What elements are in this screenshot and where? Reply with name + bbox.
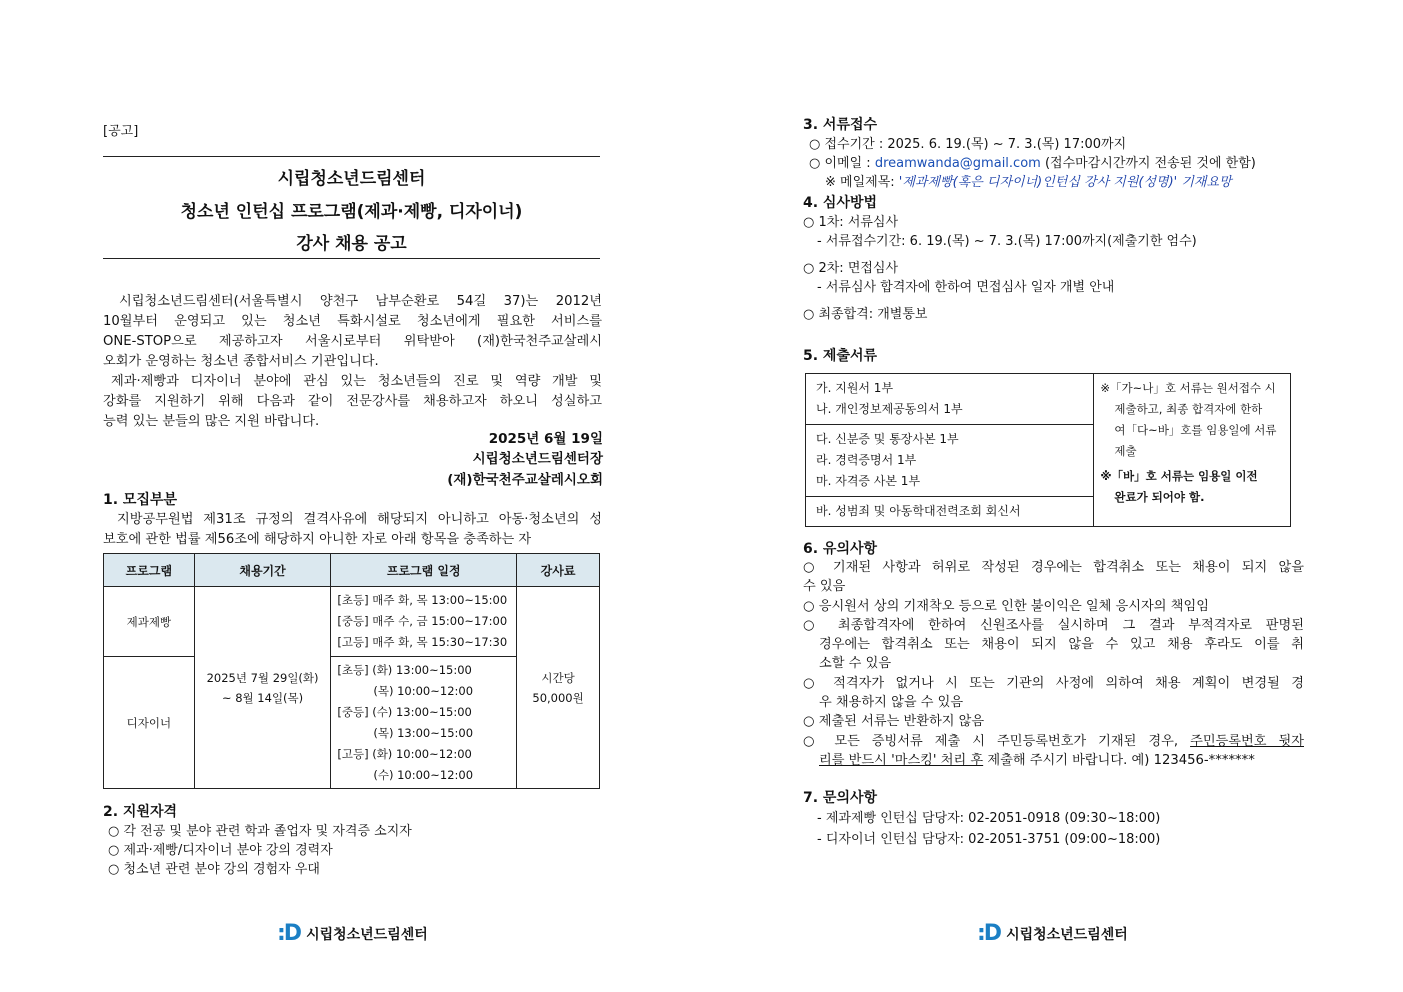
- note-line: ○ 기재된 사항과 허위로 작성된 경우에는 합격취소 또는 채용이 되지 않을: [803, 560, 1304, 575]
- program-name: 제과제빵: [104, 587, 195, 657]
- email-link[interactable]: dreamwanda@gmail.com: [874, 156, 1041, 171]
- divider: [103, 258, 600, 259]
- intro-line: 시립청소년드림센터(서울특별시 양천구 남부순환로 54길 37)는 2012년: [119, 294, 602, 309]
- title-program: 청소년 인턴십 프로그램(제과·제빵, 디자이너): [180, 202, 523, 222]
- table-header: 프로그램: [104, 554, 195, 587]
- schedule-line: [고등] 매주 화, 목 15:30~17:30: [337, 635, 508, 649]
- section-title: 1. 모집부분: [103, 492, 178, 508]
- intro-line: 오회가 운영하는 청소년 종합서비스 기관입니다.: [103, 354, 379, 369]
- review-detail: - 서류접수기간: 6. 19.(목) ~ 7. 3.(목) 17:00까지(제출기한 엄수): [817, 234, 1197, 249]
- note-line: [803, 751, 1304, 770]
- fee-unit: 시간당: [541, 670, 575, 685]
- contact-item: - 디자이너 인턴십 담당자: 02-2051-3751 (09:00~18:00): [817, 832, 1161, 847]
- schedule-line: [중등] (수) 13:00~15:00: [337, 704, 472, 719]
- mail-subject-label: ※ 메일제목:: [825, 175, 895, 190]
- note-line: 수 있음: [803, 579, 846, 595]
- table-header: 프로그램 일정: [331, 554, 517, 587]
- period-end: ~ 8월 14일(목): [221, 690, 304, 705]
- section-title: 3. 서류접수: [803, 117, 878, 133]
- note-line: ○ 최종합격자에 한하여 신원조사를 실시하며 그 결과 부적격자로 판명된: [803, 617, 1304, 633]
- section1-line: 보호에 관한 법률 제56조에 해당하지 아니한 자로 아래 항목을 충족하는 자: [103, 532, 532, 547]
- section-title: 2. 지원자격: [103, 804, 178, 820]
- note-line: 우 채용하지 않을 수 있음: [819, 695, 964, 711]
- note-text: 제출해 주시기 바랍니다. 예) 123456-*******: [983, 752, 1255, 768]
- documents-note: [1094, 374, 1291, 527]
- note-line: ○ 제출된 서류는 반환하지 않음: [803, 714, 985, 730]
- email-line: [809, 156, 1256, 172]
- intro-paragraph: [103, 292, 602, 432]
- section-title: 7. 문의사항: [803, 790, 878, 806]
- logo-icon: :D: [977, 921, 1001, 946]
- schedule-line: [고등] (화) 10:00~12:00: [337, 746, 472, 761]
- receipt-period: ○ 접수기간 : 2025. 6. 19.(목) ~ 7. 3.(목) 17:00까지: [809, 137, 1127, 152]
- note-line: 제출하고, 최종 합격자에 한하: [1114, 402, 1263, 416]
- schedule-cell: [331, 587, 517, 657]
- note-line: [803, 732, 1304, 751]
- document-item: 마. 자격증 사본 1부: [816, 474, 921, 488]
- note-underlined: 리를 반드시 '마스킹' 처리 후: [819, 752, 984, 768]
- left-page: [103, 0, 603, 992]
- review-step: ○ 1차: 서류심사: [803, 215, 899, 230]
- schedule-line: (목) 13:00~15:00: [373, 725, 474, 740]
- intro-line: 10월부터 운영되고 있는 청소년 특화시설로 청소년에게 필요한 서비스를: [103, 314, 602, 329]
- recruit-period: [194, 587, 331, 789]
- qualification-item: ○ 청소년 관련 분야 강의 경험자 우대: [108, 862, 320, 877]
- review-step: ○ 2차: 면접심사: [803, 261, 899, 276]
- document-item: 나. 개인정보제공동의서 1부: [816, 402, 963, 416]
- intro-line: 강화를 지원하기 위해 다음과 같이 전문강사를 채용하고자 하오니 성실하고: [103, 394, 602, 409]
- intro-line: ONE-STOP으로 제공하고자 서울시로부터 위탁받아 (재)한국천주교살레시: [103, 334, 602, 349]
- section1-line: 지방공무원법 제31조 규정의 결격사유에 해당되지 아니하고 아동·청소년의 성: [117, 512, 602, 527]
- notes-list: [803, 558, 1304, 770]
- note-line: 제출: [1114, 444, 1137, 458]
- table-row: [806, 374, 1291, 425]
- note-line: 경우에는 합격취소 또는 채용이 되지 않을 수 있고 채용 후라도 이를 취: [819, 637, 1304, 653]
- documents-cell: [806, 374, 1094, 425]
- review-detail: - 서류심사 합격자에 한하여 면접심사 일자 개별 안내: [817, 280, 1115, 295]
- documents-table: [805, 373, 1291, 527]
- documents-cell: [806, 425, 1094, 497]
- period-start: 2025년 7월 29일(화): [206, 670, 319, 685]
- logo-text: 시립청소년드림센터: [1006, 926, 1128, 943]
- notice-tag: [공고]: [103, 124, 139, 139]
- note-line: 여「다~바」호를 임용일에 서류: [1114, 423, 1277, 437]
- document-item: 가. 지원서 1부: [816, 381, 894, 395]
- table-header: 채용기간: [194, 554, 331, 587]
- signatory-director: 시립청소년드림센터장: [472, 451, 603, 467]
- schedule-line: (목) 10:00~12:00: [373, 683, 474, 698]
- title-recruit: 강사 채용 공고: [296, 234, 407, 254]
- mail-subject: '제과제빵(혹은 디자이너)인턴십 강사 지원(성명)' 기재요망: [898, 175, 1232, 190]
- note-line: ※「가~나」호 서류는 원서접수 시: [1100, 381, 1276, 395]
- right-page: [803, 0, 1308, 992]
- contact-item: - 제과제빵 인턴십 담당자: 02-2051-0918 (09:30~18:00): [817, 811, 1161, 826]
- document-item: 라. 경력증명서 1부: [816, 453, 917, 467]
- qualification-item: ○ 제과·제빵/디자이너 분야 강의 경력자: [108, 843, 333, 858]
- qualification-item: ○ 각 전공 및 분야 관련 학과 졸업자 및 자격증 소지자: [108, 824, 412, 839]
- fee-amount: 50,000원: [532, 690, 584, 705]
- schedule-cell: [331, 657, 517, 789]
- program-table: [103, 553, 600, 789]
- note-underlined: 주민등록번호 뒷자: [1190, 733, 1304, 749]
- section-title: 4. 심사방법: [803, 195, 878, 211]
- documents-cell: 바. 성범죄 및 아동학대전력조회 회신서: [806, 497, 1094, 527]
- schedule-line: [초등] (화) 13:00~15:00: [337, 662, 472, 677]
- note-line: 소할 수 있음: [819, 656, 892, 672]
- divider: [103, 156, 600, 157]
- schedule-line: (수) 10:00~12:00: [373, 767, 474, 782]
- review-step: ○ 최종합격: 개별통보: [803, 307, 928, 322]
- note-line: ○ 응시원서 상의 기재착오 등으로 인한 불이익은 일체 응시자의 책임임: [803, 598, 1209, 614]
- table-header-row: [104, 554, 600, 587]
- note-text: ○ 모든 증빙서류 제출 시 주민등록번호가 기재된 경우,: [803, 733, 1179, 749]
- email-note: (접수마감시간까지 전송된 것에 한함): [1044, 156, 1256, 171]
- note-line: ※「바」호 서류는 임용일 이전: [1100, 469, 1258, 483]
- footer-logo: [977, 921, 1128, 946]
- section-title: 5. 제출서류: [803, 348, 878, 364]
- program-name: 디자이너: [104, 657, 195, 789]
- note-line: 완료가 되어야 함.: [1114, 490, 1205, 504]
- note-line: ○ 적격자가 없거나 시 또는 기관의 사정에 의하여 채용 계획이 변경될 경: [803, 675, 1304, 691]
- intro-line: 능력 있는 분들의 많은 지원 바랍니다.: [103, 414, 320, 429]
- logo-icon: :D: [277, 921, 301, 946]
- schedule-line: [중등] 매주 수, 금 15:00~17:00: [337, 614, 508, 628]
- intro-line: 제과·제빵과 디자이너 분야에 관심 있는 청소년들의 진로 및 역량 개발 및: [111, 374, 602, 389]
- schedule-line: [초등] 매주 화, 목 13:00~15:00: [337, 593, 508, 607]
- signatory-org: (재)한국천주교살레시오회: [447, 472, 603, 488]
- mail-subject-line: [825, 175, 1232, 191]
- title-center-name: 시립청소년드림센터: [277, 169, 426, 189]
- section1-text: [103, 510, 602, 550]
- footer-logo: [277, 921, 428, 946]
- email-label: ○ 이메일 :: [809, 156, 871, 171]
- table-header: 강사료: [517, 554, 600, 587]
- table-row: [104, 587, 600, 657]
- notice-date: 2025년 6월 19일: [488, 431, 603, 447]
- document-item: 다. 신분증 및 통장사본 1부: [816, 432, 959, 446]
- section-title: 6. 유의사항: [803, 541, 878, 557]
- fee-cell: [517, 587, 600, 789]
- logo-text: 시립청소년드림센터: [306, 926, 428, 943]
